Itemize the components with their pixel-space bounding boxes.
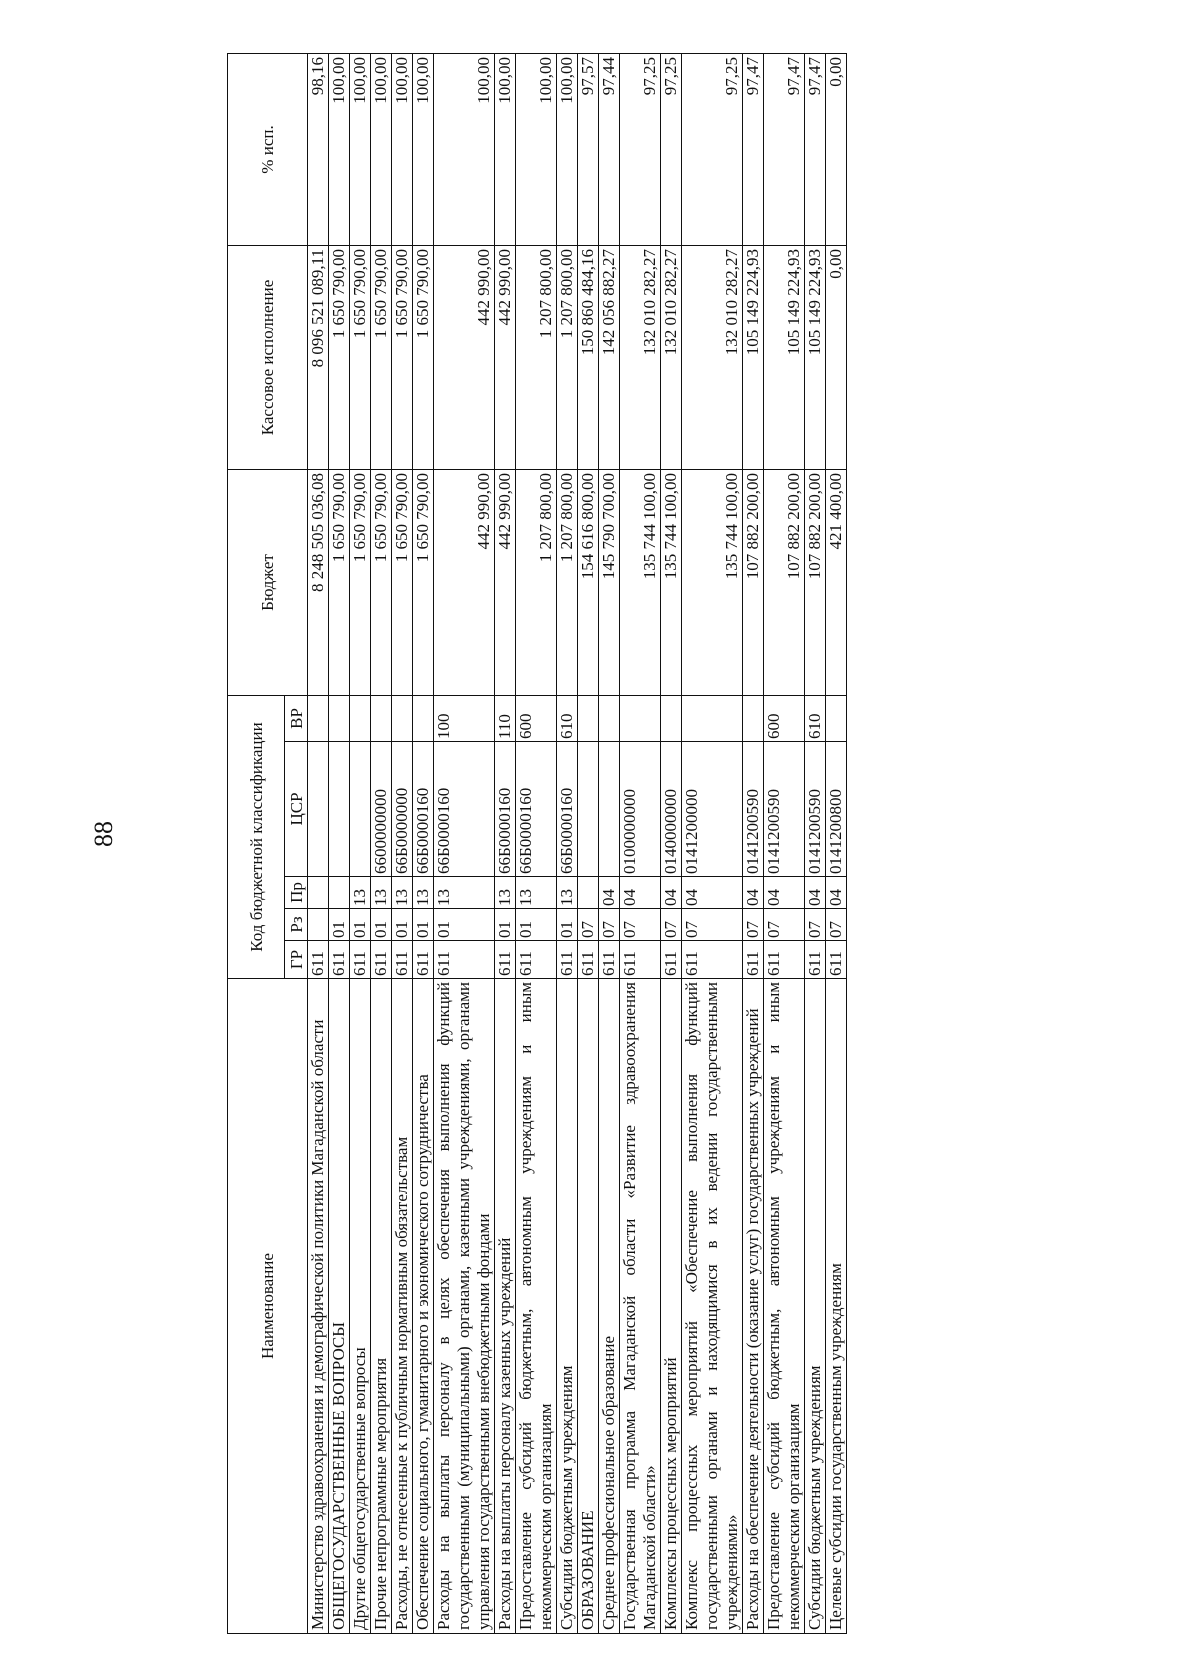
cell-percent: 97,25 bbox=[682, 53, 743, 245]
cell-gr: 611 bbox=[620, 941, 661, 979]
cell-vr bbox=[329, 695, 350, 741]
cell-budget: 1 207 800,00 bbox=[557, 469, 578, 695]
cell-pr: 04 bbox=[620, 877, 661, 909]
table-row bbox=[516, 53, 557, 1633]
cell-gr: 611 bbox=[764, 941, 805, 979]
cell-execution: 132 010 282,27 bbox=[661, 245, 682, 469]
cell-pr: 04 bbox=[826, 877, 847, 909]
cell-pr: 13 bbox=[392, 877, 413, 909]
cell-rz: 07 bbox=[826, 909, 847, 941]
cell-name: Прочие непрограммные мероприятия bbox=[371, 979, 392, 1634]
cell-name: Другие общегосударственные вопросы bbox=[350, 979, 371, 1634]
table-row bbox=[599, 53, 620, 1633]
table-row bbox=[350, 53, 371, 1633]
cell-csr: 0141200590 bbox=[805, 742, 826, 877]
table-row bbox=[620, 53, 661, 1633]
header-budget: Бюджет bbox=[228, 469, 308, 695]
table-row bbox=[329, 53, 350, 1633]
cell-pr: 04 bbox=[805, 877, 826, 909]
cell-rz: 07 bbox=[620, 909, 661, 941]
cell-name: ОБРАЗОВАНИЕ bbox=[578, 979, 599, 1634]
cell-rz: 01 bbox=[329, 909, 350, 941]
cell-csr: 66Б0000160 bbox=[516, 742, 557, 877]
cell-pr: 13 bbox=[557, 877, 578, 909]
table-row bbox=[495, 53, 516, 1633]
table-body bbox=[308, 53, 847, 1633]
cell-vr bbox=[308, 695, 329, 741]
cell-execution: 105 149 224,93 bbox=[805, 245, 826, 469]
cell-execution: 150 860 484,16 bbox=[578, 245, 599, 469]
cell-rz: 01 bbox=[434, 909, 495, 941]
cell-percent: 100,00 bbox=[516, 53, 557, 245]
cell-percent: 97,47 bbox=[764, 53, 805, 245]
cell-name: Комплексы процессных мероприятий bbox=[661, 979, 682, 1634]
table-row bbox=[805, 53, 826, 1633]
cell-execution: 1 650 790,00 bbox=[350, 245, 371, 469]
cell-execution: 1 207 800,00 bbox=[516, 245, 557, 469]
cell-percent: 100,00 bbox=[329, 53, 350, 245]
cell-execution: 132 010 282,27 bbox=[620, 245, 661, 469]
cell-budget: 154 616 800,00 bbox=[578, 469, 599, 695]
cell-name: Обеспечение социального, гуманитарного и экономического сотрудничества bbox=[413, 979, 434, 1634]
header-pr: Пр bbox=[285, 877, 308, 909]
cell-vr: 610 bbox=[557, 695, 578, 741]
cell-budget: 107 882 200,00 bbox=[743, 469, 764, 695]
cell-execution: 132 010 282,27 bbox=[682, 245, 743, 469]
cell-gr: 611 bbox=[682, 941, 743, 979]
cell-name: Предоставление субсидий бюджетным, автономным учреждениям и иным некоммерческим организациям bbox=[764, 979, 805, 1634]
cell-gr: 611 bbox=[371, 941, 392, 979]
cell-pr bbox=[578, 877, 599, 909]
cell-execution: 8 096 521 089,11 bbox=[308, 245, 329, 469]
cell-name: Расходы на выплаты персоналу в целях обеспечения выполнения функций государственными (муниципальными) органами, казенными учреждениями, органами управления государственными внебюджетными фондами bbox=[434, 979, 495, 1634]
cell-csr: 0141200000 bbox=[682, 742, 743, 877]
cell-rz: 01 bbox=[371, 909, 392, 941]
cell-rz: 01 bbox=[350, 909, 371, 941]
cell-name: Расходы на обеспечение деятельности (оказание услуг) государственных учреждений bbox=[743, 979, 764, 1634]
cell-budget: 135 744 100,00 bbox=[661, 469, 682, 695]
cell-csr: 66Б0000160 bbox=[434, 742, 495, 877]
cell-rz bbox=[308, 909, 329, 941]
cell-percent: 97,25 bbox=[661, 53, 682, 245]
cell-execution: 442 990,00 bbox=[434, 245, 495, 469]
cell-vr bbox=[371, 695, 392, 741]
cell-name: Предоставление субсидий бюджетным, автономным учреждениям и иным некоммерческим организациям bbox=[516, 979, 557, 1634]
cell-csr bbox=[578, 742, 599, 877]
cell-vr bbox=[350, 695, 371, 741]
cell-execution: 105 149 224,93 bbox=[743, 245, 764, 469]
cell-vr bbox=[392, 695, 413, 741]
cell-rz: 01 bbox=[516, 909, 557, 941]
cell-percent: 97,44 bbox=[599, 53, 620, 245]
cell-budget: 1 650 790,00 bbox=[350, 469, 371, 695]
cell-csr bbox=[329, 742, 350, 877]
table-row bbox=[434, 53, 495, 1633]
cell-csr: 6600000000 bbox=[371, 742, 392, 877]
cell-gr: 611 bbox=[516, 941, 557, 979]
cell-csr: 66Б0000000 bbox=[392, 742, 413, 877]
cell-name: Министерство здравоохранения и демографической политики Магаданской области bbox=[308, 979, 329, 1634]
cell-gr: 611 bbox=[557, 941, 578, 979]
cell-budget: 1 650 790,00 bbox=[392, 469, 413, 695]
cell-pr: 04 bbox=[599, 877, 620, 909]
cell-csr bbox=[350, 742, 371, 877]
cell-rz: 01 bbox=[557, 909, 578, 941]
cell-budget: 1 207 800,00 bbox=[516, 469, 557, 695]
cell-rz: 07 bbox=[661, 909, 682, 941]
cell-name: ОБЩЕГОСУДАРСТВЕННЫЕ ВОПРОСЫ bbox=[329, 979, 350, 1634]
cell-percent: 97,47 bbox=[743, 53, 764, 245]
cell-execution: 105 149 224,93 bbox=[764, 245, 805, 469]
cell-gr: 611 bbox=[434, 941, 495, 979]
cell-pr: 13 bbox=[434, 877, 495, 909]
cell-rz: 07 bbox=[764, 909, 805, 941]
cell-percent: 97,47 bbox=[805, 53, 826, 245]
cell-percent: 100,00 bbox=[413, 53, 434, 245]
cell-budget: 1 650 790,00 bbox=[329, 469, 350, 695]
cell-pr: 13 bbox=[413, 877, 434, 909]
cell-execution: 1 650 790,00 bbox=[371, 245, 392, 469]
cell-gr: 611 bbox=[350, 941, 371, 979]
cell-gr: 611 bbox=[578, 941, 599, 979]
cell-vr bbox=[578, 695, 599, 741]
table-header bbox=[228, 53, 308, 1633]
cell-vr bbox=[620, 695, 661, 741]
cell-gr: 611 bbox=[826, 941, 847, 979]
cell-csr: 0141200590 bbox=[764, 742, 805, 877]
cell-name: Субсидии бюджетным учреждениям bbox=[557, 979, 578, 1634]
cell-vr bbox=[599, 695, 620, 741]
header-execution: Кассовое исполнение bbox=[228, 245, 308, 469]
cell-percent: 100,00 bbox=[350, 53, 371, 245]
cell-execution: 442 990,00 bbox=[495, 245, 516, 469]
cell-budget: 8 248 505 036,08 bbox=[308, 469, 329, 695]
cell-rz: 07 bbox=[682, 909, 743, 941]
cell-budget: 135 744 100,00 bbox=[620, 469, 661, 695]
cell-percent: 100,00 bbox=[557, 53, 578, 245]
cell-execution: 1 207 800,00 bbox=[557, 245, 578, 469]
table-row bbox=[743, 53, 764, 1633]
cell-vr bbox=[743, 695, 764, 741]
cell-name: Расходы на выплаты персоналу казенных учреждений bbox=[495, 979, 516, 1634]
cell-vr bbox=[826, 695, 847, 741]
cell-execution: 1 650 790,00 bbox=[413, 245, 434, 469]
budget-table bbox=[227, 53, 847, 1634]
cell-vr bbox=[682, 695, 743, 741]
table-row bbox=[682, 53, 743, 1633]
cell-pr: 13 bbox=[516, 877, 557, 909]
cell-gr: 611 bbox=[413, 941, 434, 979]
cell-csr: 0140000000 bbox=[661, 742, 682, 877]
table-row bbox=[764, 53, 805, 1633]
table-row bbox=[308, 53, 329, 1633]
cell-vr: 100 bbox=[434, 695, 495, 741]
header-csr: ЦСР bbox=[285, 742, 308, 877]
cell-name: Субсидии бюджетным учреждениям bbox=[805, 979, 826, 1634]
cell-csr bbox=[308, 742, 329, 877]
cell-pr: 04 bbox=[764, 877, 805, 909]
cell-pr bbox=[308, 877, 329, 909]
cell-percent: 97,25 bbox=[620, 53, 661, 245]
cell-csr bbox=[599, 742, 620, 877]
cell-percent: 0,00 bbox=[826, 53, 847, 245]
cell-csr: 0100000000 bbox=[620, 742, 661, 877]
cell-name: Расходы, не отнесенные к публичным нормативным обязательствам bbox=[392, 979, 413, 1634]
cell-vr bbox=[661, 695, 682, 741]
cell-execution: 142 056 882,27 bbox=[599, 245, 620, 469]
cell-rz: 07 bbox=[599, 909, 620, 941]
cell-gr: 611 bbox=[661, 941, 682, 979]
cell-csr: 66Б0000160 bbox=[557, 742, 578, 877]
cell-budget: 1 650 790,00 bbox=[371, 469, 392, 695]
cell-gr: 611 bbox=[743, 941, 764, 979]
cell-budget: 107 882 200,00 bbox=[805, 469, 826, 695]
cell-rz: 01 bbox=[392, 909, 413, 941]
table-row bbox=[557, 53, 578, 1633]
table-row bbox=[392, 53, 413, 1633]
cell-vr: 610 bbox=[805, 695, 826, 741]
cell-csr: 66Б0000160 bbox=[495, 742, 516, 877]
cell-name: Комплекс процессных мероприятий «Обеспечение выполнения функций государственными органами и находящимися в их ведении государственными учреждениями» bbox=[682, 979, 743, 1634]
table-row bbox=[413, 53, 434, 1633]
cell-pr: 04 bbox=[682, 877, 743, 909]
cell-rz: 07 bbox=[743, 909, 764, 941]
cell-budget: 145 790 700,00 bbox=[599, 469, 620, 695]
cell-percent: 98,16 bbox=[308, 53, 329, 245]
header-vr: ВР bbox=[285, 695, 308, 741]
cell-rz: 07 bbox=[805, 909, 826, 941]
cell-pr bbox=[329, 877, 350, 909]
budget-table-wrapper bbox=[227, 54, 1167, 1634]
cell-execution: 0,00 bbox=[826, 245, 847, 469]
cell-csr: 0141200590 bbox=[743, 742, 764, 877]
table-row bbox=[826, 53, 847, 1633]
cell-execution: 1 650 790,00 bbox=[392, 245, 413, 469]
cell-name: Среднее профессиональное образование bbox=[599, 979, 620, 1634]
cell-execution: 1 650 790,00 bbox=[329, 245, 350, 469]
cell-gr: 611 bbox=[329, 941, 350, 979]
header-gr: ГР bbox=[285, 941, 308, 979]
cell-percent: 100,00 bbox=[371, 53, 392, 245]
cell-percent: 97,57 bbox=[578, 53, 599, 245]
cell-percent: 100,00 bbox=[392, 53, 413, 245]
header-rz: Рз bbox=[285, 909, 308, 941]
cell-rz: 01 bbox=[495, 909, 516, 941]
table-row bbox=[371, 53, 392, 1633]
cell-percent: 100,00 bbox=[495, 53, 516, 245]
cell-vr bbox=[413, 695, 434, 741]
cell-csr: 0141200800 bbox=[826, 742, 847, 877]
page-number: 88 bbox=[89, 821, 118, 847]
cell-budget: 107 882 200,00 bbox=[764, 469, 805, 695]
cell-rz: 07 bbox=[578, 909, 599, 941]
cell-budget: 442 990,00 bbox=[495, 469, 516, 695]
header-name: Наименование bbox=[228, 979, 308, 1634]
cell-name: Целевые субсидии государственным учреждениям bbox=[826, 979, 847, 1634]
table-row bbox=[578, 53, 599, 1633]
cell-gr: 611 bbox=[308, 941, 329, 979]
cell-pr: 13 bbox=[350, 877, 371, 909]
cell-pr: 04 bbox=[743, 877, 764, 909]
cell-pr: 04 bbox=[661, 877, 682, 909]
table-row bbox=[661, 53, 682, 1633]
cell-gr: 611 bbox=[392, 941, 413, 979]
cell-percent: 100,00 bbox=[434, 53, 495, 245]
cell-budget: 421 400,00 bbox=[826, 469, 847, 695]
cell-vr: 600 bbox=[764, 695, 805, 741]
cell-name: Государственная программа Магаданской области «Развитие здравоохранения Магаданской области» bbox=[620, 979, 661, 1634]
cell-budget: 1 650 790,00 bbox=[413, 469, 434, 695]
cell-gr: 611 bbox=[805, 941, 826, 979]
cell-rz: 01 bbox=[413, 909, 434, 941]
cell-pr: 13 bbox=[495, 877, 516, 909]
header-percent: % исп. bbox=[228, 53, 308, 245]
cell-gr: 611 bbox=[599, 941, 620, 979]
cell-budget: 135 744 100,00 bbox=[682, 469, 743, 695]
cell-pr: 13 bbox=[371, 877, 392, 909]
cell-budget: 442 990,00 bbox=[434, 469, 495, 695]
cell-gr: 611 bbox=[495, 941, 516, 979]
cell-vr: 110 bbox=[495, 695, 516, 741]
header-code-group: Код бюджетной классификации bbox=[228, 695, 285, 978]
cell-csr: 66Б0000160 bbox=[413, 742, 434, 877]
cell-vr: 600 bbox=[516, 695, 557, 741]
